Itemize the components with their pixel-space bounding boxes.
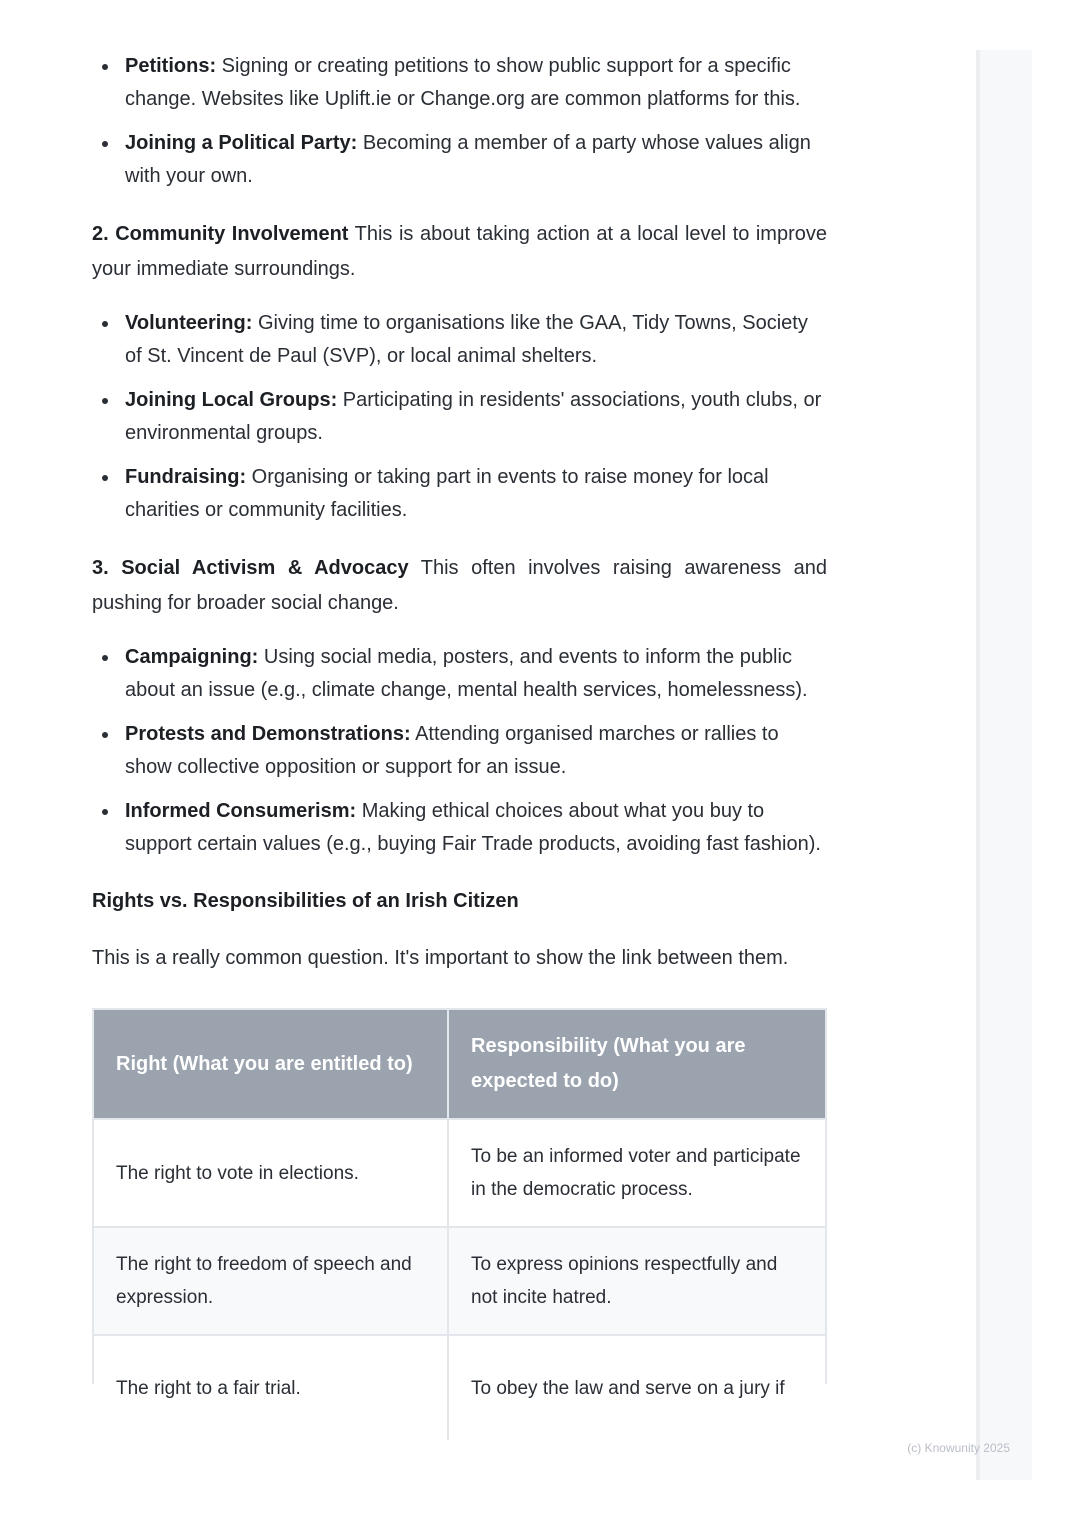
list-item-term: Protests and Demonstrations: <box>125 723 411 745</box>
section-community-involvement <box>92 217 827 287</box>
table-row <box>94 1227 825 1335</box>
table-cell: The right to vote in elections. <box>94 1119 448 1227</box>
list-item-term: Joining a Political Party: <box>125 132 358 154</box>
list-item <box>125 50 827 116</box>
community-involvement-list <box>92 307 827 527</box>
right-margin-panel <box>976 50 1032 1480</box>
list-item-term: Informed Consumerism: <box>125 800 357 822</box>
section-title: 2. Community Involvement <box>92 223 349 245</box>
list-item-text: Attending organised marches or rallies to show collective opposition or support for an issue. <box>125 723 779 778</box>
list-item <box>125 641 827 707</box>
list-item-text: Using social media, posters, and events to inform the public about an issue (e.g., climate change, mental health services, homelessness). <box>125 646 808 701</box>
list-item <box>125 461 827 527</box>
list-item-text: Participating in residents' associations, youth clubs, or environmental groups. <box>125 389 822 444</box>
list-item-text: Signing or creating petitions to show public support for a specific change. Websites like Uplift.ie or Change.org are common platforms for this. <box>125 55 801 110</box>
document-content <box>92 50 827 1399</box>
political-participation-list <box>92 50 827 193</box>
table-row <box>94 1335 825 1440</box>
table-cell: To obey the law and serve on a jury if <box>448 1335 825 1440</box>
copyright-watermark: (c) Knowunity 2025 <box>907 1441 1010 1455</box>
section-title: 3. Social Activism & Advocacy <box>92 557 409 579</box>
list-item-term: Volunteering: <box>125 312 253 334</box>
list-item-term: Campaigning: <box>125 646 259 668</box>
list-item-text: Organising or taking part in events to raise money for local charities or community facilities. <box>125 466 769 521</box>
list-item-term: Joining Local Groups: <box>125 389 338 411</box>
table-cell: To be an informed voter and participate in the democratic process. <box>448 1119 825 1227</box>
table-header-row <box>94 1010 825 1119</box>
rights-heading: Rights vs. Responsibilities of an Irish Citizen <box>92 890 519 912</box>
table-cell: The right to a fair trial. <box>94 1335 448 1440</box>
table-row <box>94 1119 825 1227</box>
list-item <box>125 384 827 450</box>
social-activism-list <box>92 641 827 861</box>
list-item-text: Giving time to organisations like the GAA, Tidy Towns, Society of St. Vincent de Paul (SVP), or local animal shelters. <box>125 312 808 367</box>
section-text: This often involves raising awareness and pushing for broader social change. <box>92 557 827 614</box>
list-item-text: Making ethical choices about what you buy to support certain values (e.g., buying Fair Trade products, avoiding fast fashion). <box>125 800 821 855</box>
list-item <box>125 307 827 373</box>
list-item <box>125 127 827 193</box>
rights-responsibilities-table <box>92 1008 827 1399</box>
rights-intro: This is a really common question. It's important to show the link between them. <box>92 947 789 969</box>
table-cell: The right to freedom of speech and expression. <box>94 1227 448 1335</box>
table-header-right: Right (What you are entitled to) <box>94 1010 448 1119</box>
section-social-activism <box>92 551 827 621</box>
list-item <box>125 718 827 784</box>
table-header-responsibility: Responsibility (What you are expected to do) <box>448 1010 825 1119</box>
list-item-term: Fundraising: <box>125 466 247 488</box>
list-item <box>125 795 827 861</box>
section-text: This is about taking action at a local level to improve your immediate surroundings. <box>92 223 827 280</box>
list-item-term: Petitions: <box>125 55 217 77</box>
table-cell: To express opinions respectfully and not incite hatred. <box>448 1227 825 1335</box>
list-item-text: Becoming a member of a party whose values align with your own. <box>125 132 811 187</box>
